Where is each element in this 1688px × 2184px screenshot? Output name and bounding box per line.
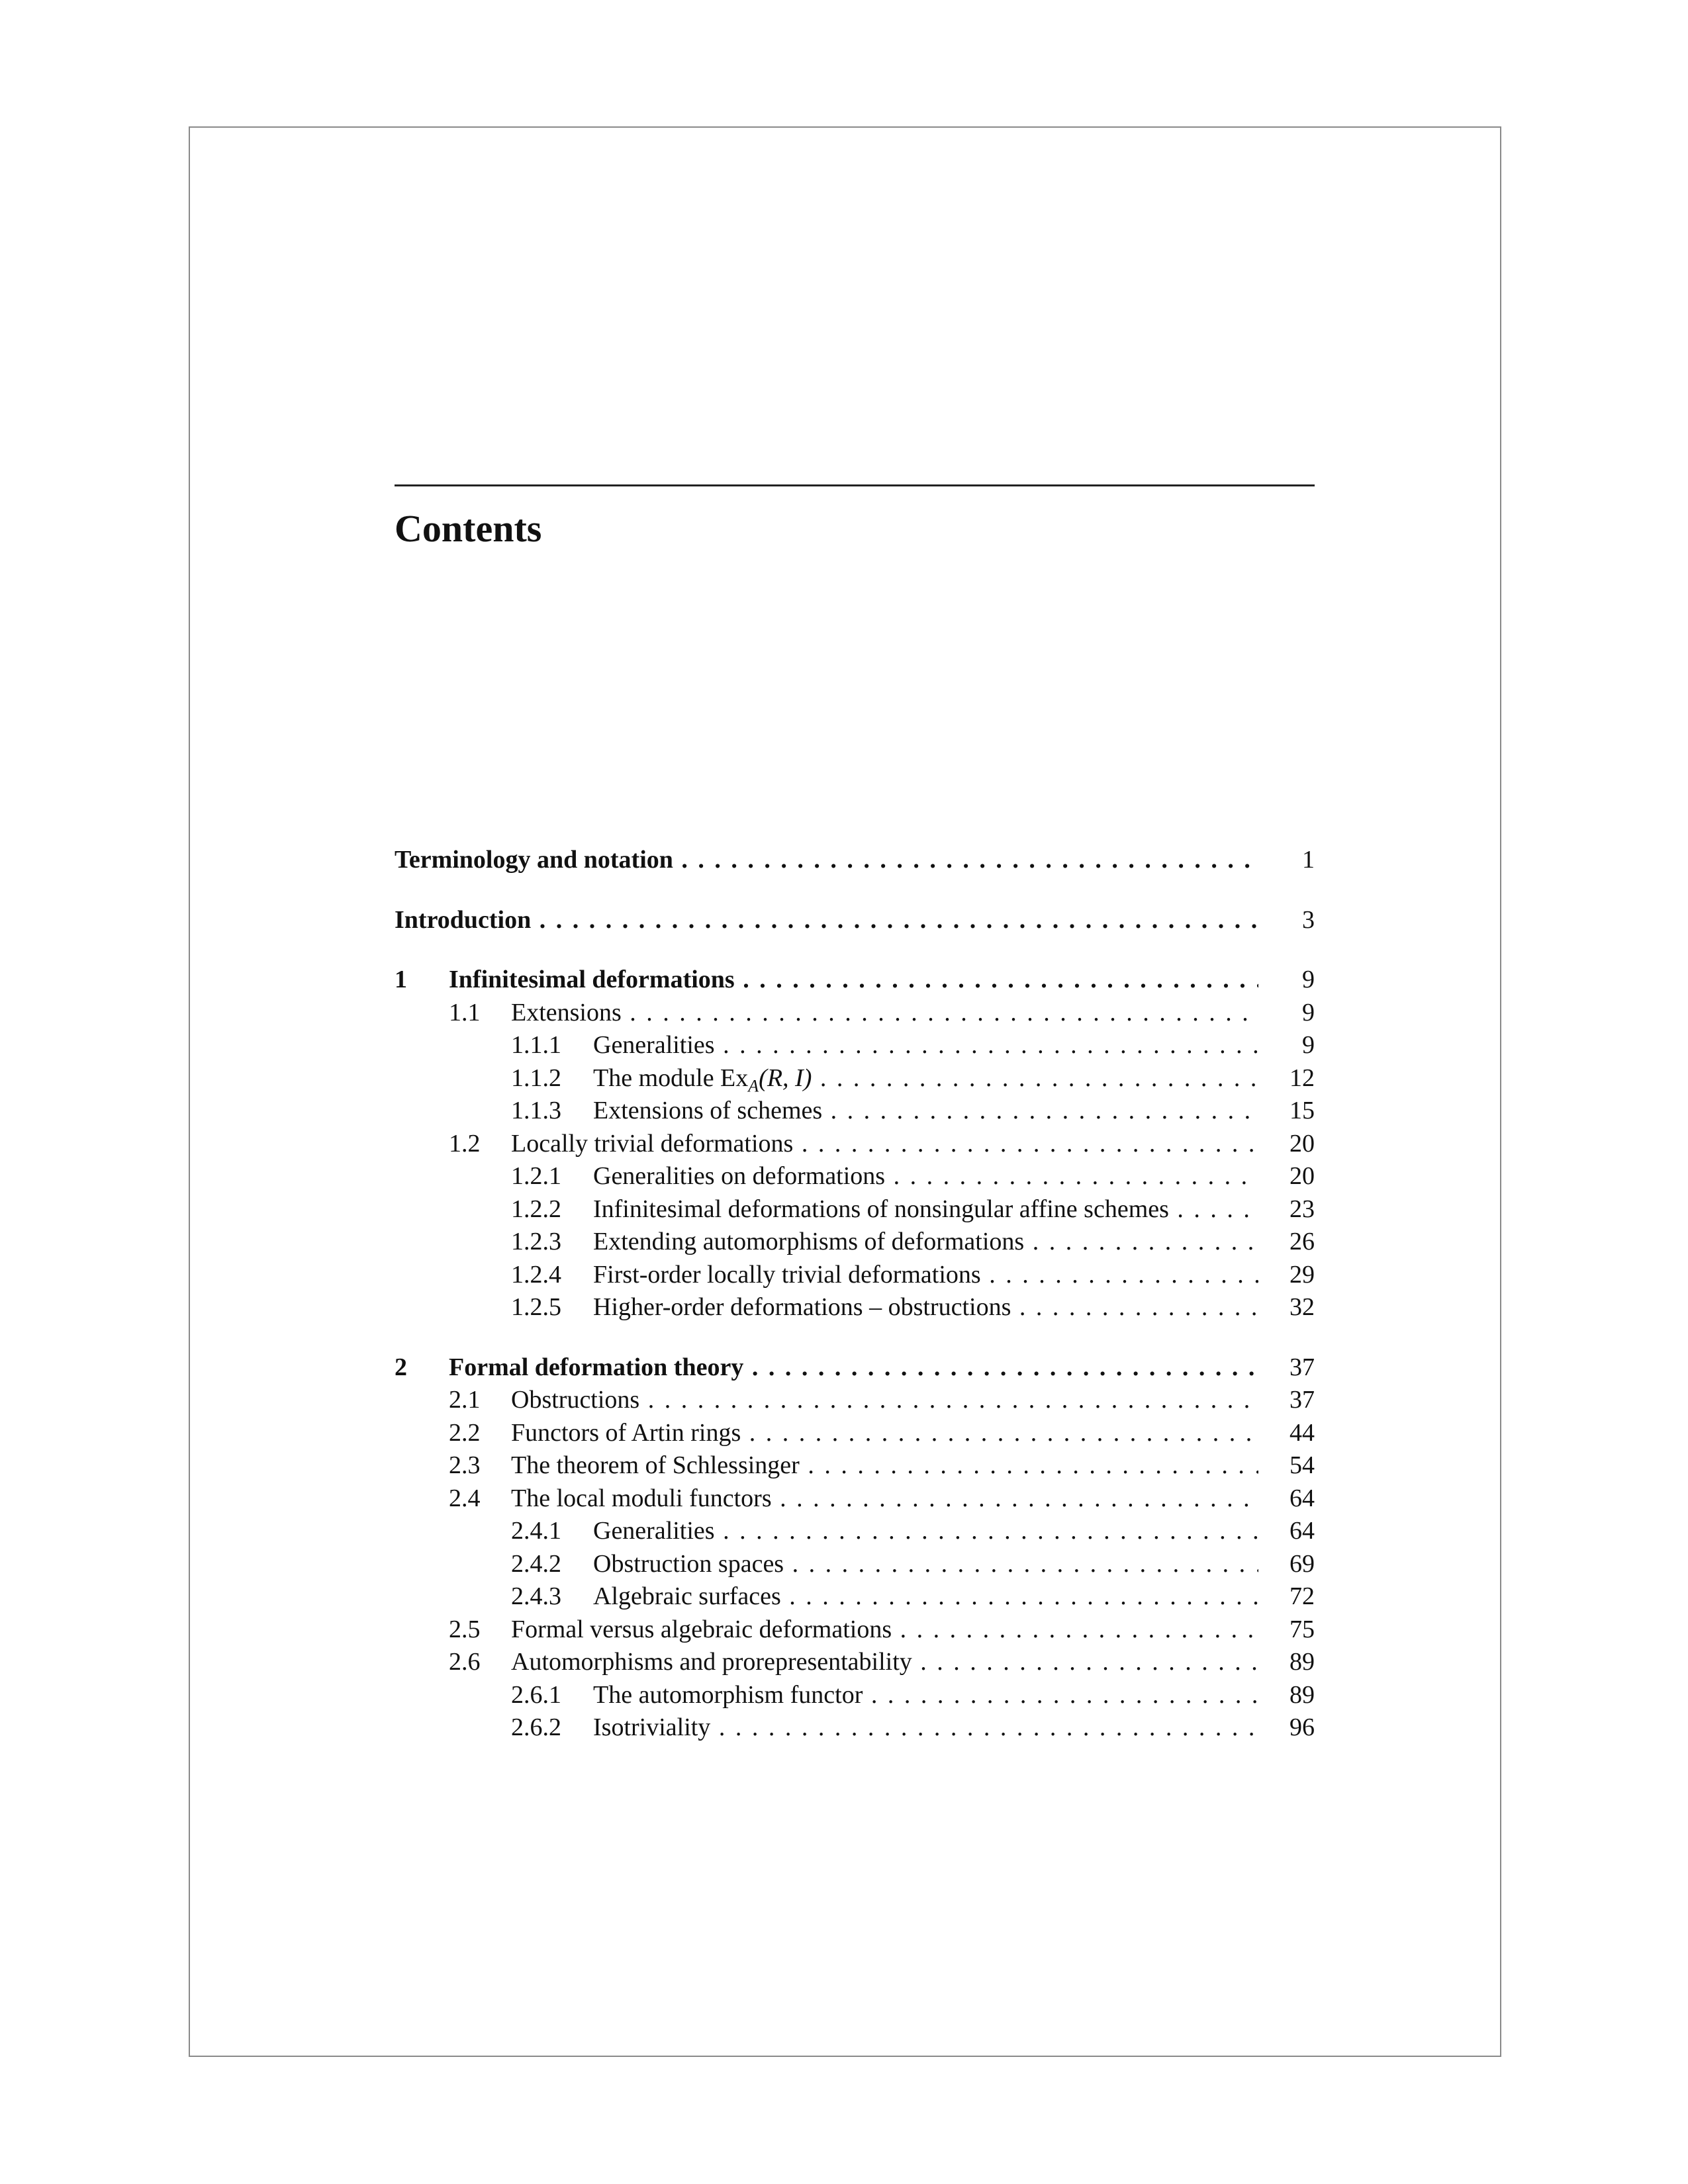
toc-entry-1-2[interactable] (395, 1128, 1315, 1161)
toc-entry-terminology[interactable] (395, 844, 1315, 877)
toc-entry-page: 15 (1289, 1097, 1315, 1124)
toc-entry-number: 1.1.3 (511, 1097, 561, 1124)
toc-entry-title: Isotriviality . . . (593, 1711, 1258, 1745)
toc-entry-page: 44 (1289, 1418, 1315, 1447)
toc-entry-title: Introduction . . . (395, 904, 1258, 937)
toc-entry-number: 2.6.2 (511, 1713, 561, 1741)
toc-entry-chapter-1[interactable] (395, 964, 1315, 997)
toc-entry-number: 2.1 (449, 1386, 481, 1414)
toc-entry-chapter-2[interactable] (395, 1351, 1315, 1385)
toc-entry-title: Extensions . . . (511, 997, 1258, 1030)
toc-entry-page: 1 (1302, 846, 1315, 874)
toc-entry-title: Generalities . . . (593, 1029, 1258, 1062)
toc-entry-number: 1.1.2 (511, 1064, 561, 1092)
toc-entry-page: 64 (1289, 1517, 1315, 1545)
toc-entry-title: Infinitesimal deformations . . . (449, 964, 1258, 997)
toc-entry-2-6-1[interactable] (395, 1679, 1315, 1712)
toc-entry-page: 89 (1289, 1648, 1315, 1676)
toc-entry-title: Extending automorphisms of deformations . . . (593, 1226, 1258, 1259)
toc-entry-number: 2.2 (449, 1418, 481, 1447)
toc-entry-number: 1.1.1 (511, 1031, 561, 1059)
toc-entry-2-6-2[interactable] (395, 1711, 1315, 1745)
toc-entry-number: 1.2.4 (511, 1260, 561, 1289)
toc-entry-number: 2.3 (449, 1451, 481, 1479)
toc-entry-title: Algebraic surfaces . . . (593, 1580, 1258, 1614)
toc-entry-2-2[interactable] (395, 1417, 1315, 1450)
toc-entry-page: 20 (1289, 1162, 1315, 1190)
toc-entry-1-1[interactable] (395, 997, 1315, 1030)
toc-entry-number: 2.4.2 (511, 1549, 561, 1578)
toc-entry-introduction[interactable] (395, 904, 1315, 937)
toc-entry-1-2-1[interactable] (395, 1160, 1315, 1193)
toc-entry-number: 2.4.1 (511, 1517, 561, 1545)
toc-entry-1-2-3[interactable] (395, 1226, 1315, 1259)
toc-entry-number: 2 (395, 1353, 407, 1381)
toc-entry-title: Generalities on deformations . . . (593, 1160, 1258, 1193)
toc-entry-number: 2.5 (449, 1615, 481, 1643)
toc-entry-number: 2.4 (449, 1484, 481, 1512)
toc-entry-page: 89 (1289, 1680, 1315, 1709)
toc-entry-2-4[interactable] (395, 1482, 1315, 1516)
math-subscript: A (748, 1076, 759, 1096)
toc-entry-number: 1.2 (449, 1129, 481, 1158)
toc-entry-title: Functors of Artin rings . . . (511, 1417, 1258, 1450)
toc-entry-title: Terminology and notation . . . (395, 844, 1258, 877)
toc-entry-number: 2.4.3 (511, 1582, 561, 1610)
toc-entry-page: 69 (1289, 1549, 1315, 1578)
toc-entry-page: 26 (1289, 1228, 1315, 1255)
toc-entry-2-4-1[interactable] (395, 1515, 1315, 1548)
toc-entry-1-1-3[interactable] (395, 1095, 1315, 1128)
toc-entry-2-1[interactable] (395, 1384, 1315, 1417)
toc-entry-title: First-order locally trivial deformations . . . (593, 1259, 1258, 1292)
toc-entry-page: 64 (1289, 1484, 1315, 1512)
toc-entry-page: 54 (1289, 1451, 1315, 1479)
toc-entry-page: 20 (1289, 1129, 1315, 1158)
page-title: Contents (395, 507, 542, 550)
toc-entry-page: 12 (1289, 1064, 1315, 1092)
toc-entry-1-1-2[interactable] (395, 1062, 1315, 1095)
title-rule (395, 484, 1315, 486)
toc-entry-1-2-4[interactable] (395, 1259, 1315, 1292)
toc-entry-number: 1.2.3 (511, 1228, 561, 1255)
toc-entry-page: 75 (1289, 1615, 1315, 1643)
toc-entry-2-5[interactable] (395, 1614, 1315, 1647)
toc-entry-number: 1.2.5 (511, 1293, 561, 1321)
toc-entry-title: The automorphism functor . . . (593, 1679, 1258, 1712)
toc-entry-title: Obstructions . . . (511, 1384, 1258, 1417)
toc-entry-number: 1.1 (449, 998, 481, 1026)
toc-entry-page: 29 (1289, 1260, 1315, 1289)
toc-entry-page: 9 (1302, 1031, 1315, 1059)
table-of-contents (395, 844, 1315, 1745)
toc-entry-page: 23 (1289, 1195, 1315, 1223)
toc-entry-2-4-2[interactable] (395, 1548, 1315, 1581)
toc-entry-number: 2.6.1 (511, 1680, 561, 1709)
toc-entry-title: Locally trivial deformations . . . (511, 1128, 1258, 1161)
toc-entry-title: Generalities . . . (593, 1515, 1258, 1548)
toc-entry-page: 9 (1302, 998, 1315, 1026)
toc-entry-2-3[interactable] (395, 1449, 1315, 1482)
toc-entry-title: Extensions of schemes . . . (593, 1095, 1258, 1128)
toc-entry-title: Obstruction spaces . . . (593, 1548, 1258, 1581)
toc-entry-page: 3 (1302, 905, 1315, 934)
toc-entry-title: The local moduli functors . . . (511, 1482, 1258, 1516)
toc-entry-page: 9 (1302, 966, 1315, 993)
toc-entry-2-6[interactable] (395, 1646, 1315, 1679)
toc-entry-title: Formal deformation theory . . . (449, 1351, 1258, 1385)
toc-entry-page: 32 (1289, 1293, 1315, 1321)
math-args: (R, I) (759, 1064, 812, 1092)
toc-entry-page: 72 (1289, 1582, 1315, 1610)
toc-entry-2-4-3[interactable] (395, 1580, 1315, 1614)
toc-entry-title: Higher-order deformations – obstructions . . . (593, 1291, 1258, 1324)
toc-entry-title: Automorphisms and prorepresentability . . . (511, 1646, 1258, 1679)
toc-entry-title: The theorem of Schlessinger . . . (511, 1449, 1258, 1482)
toc-entry-title: Infinitesimal deformations of nonsingular affine schemes . . . (593, 1193, 1258, 1226)
toc-entry-number: 1.2.1 (511, 1162, 561, 1190)
toc-entry-page: 37 (1289, 1353, 1315, 1381)
toc-entry-page: 96 (1289, 1713, 1315, 1741)
toc-entry-title: Formal versus algebraic deformations . . . (511, 1614, 1258, 1647)
toc-entry-1-1-1[interactable] (395, 1029, 1315, 1062)
toc-entry-number: 2.6 (449, 1648, 481, 1676)
toc-entry-1-2-5[interactable] (395, 1291, 1315, 1324)
toc-entry-1-2-2[interactable] (395, 1193, 1315, 1226)
toc-entry-number: 1.2.2 (511, 1195, 561, 1223)
toc-entry-number: 1 (395, 966, 407, 993)
toc-entry-title: The module Ex (593, 1064, 749, 1092)
toc-entry-page: 37 (1289, 1386, 1315, 1414)
